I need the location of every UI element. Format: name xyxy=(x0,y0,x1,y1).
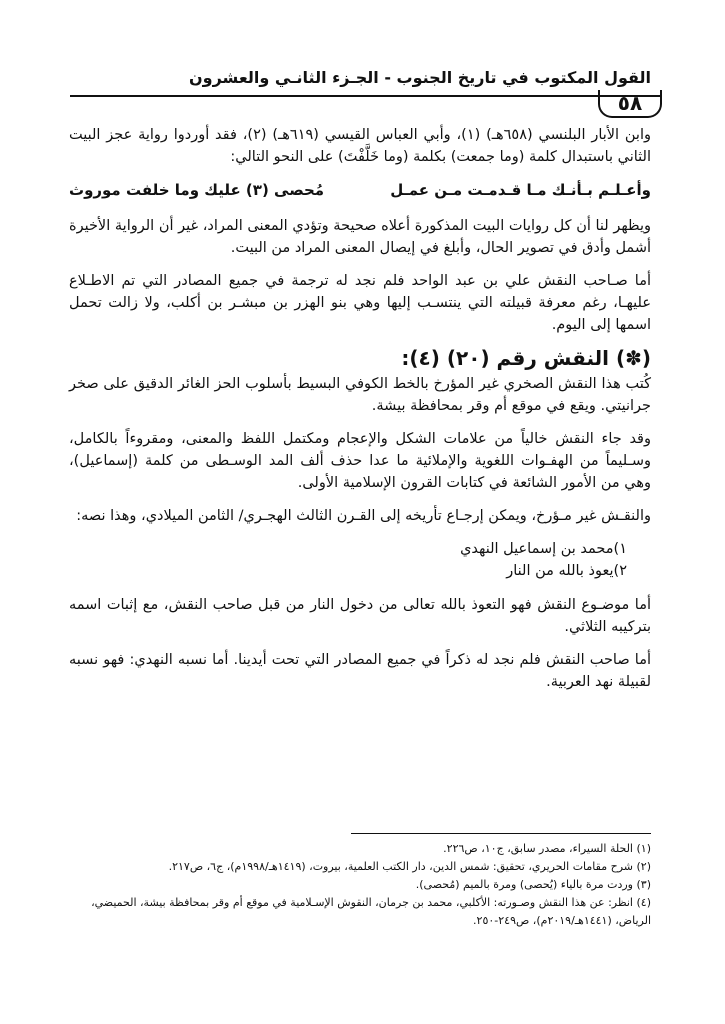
inscription-line-1: ١)محمد بن إسماعيل النهدي xyxy=(460,541,627,557)
paragraph-4: كُتب هذا النقش الصخري غير المؤرخ بالخط الكوفي البسيط بأسلوب الحز الغائر الدقيق على صخر جرانيتي. ويقع في موقع أم وقر بمحافظة بيشة. xyxy=(69,376,651,414)
footnote-4: (٤) انظر: عن هذا النقش وصـورته: الأكلبي، محمد بن جرمان، النقوش الإسـلامية في موقع أم وقر بمحافظة بيشة، الحميضي، الرياض، (١٤٤١هـ/٢٠١٩م)، ص٢٤٩-٢٥٠. xyxy=(91,896,651,927)
paragraph-5: وقد جاء النقش خالياً من علامات الشكل والإعجام ومكتمل اللفظ والمعنى، ومقروءاً بالكامل، وسـليماً من الهفـوات اللغوية والإملائية ما عدا حذف ألف المد الوسـطى من كلمة (إسماعيل)، وهي من الأمور الشائعة في كتابات القرون الإسلامية الأولى. xyxy=(69,431,651,491)
footnote-1: (١) الحلة السيراء، مصدر سابق، ج١٠، ص٢٢٦. xyxy=(443,842,651,855)
footnotes xyxy=(69,840,651,930)
paragraph-1: وابن الأبار البلنسي (٦٥٨هـ) (١)، وأبي العباس القيسي (٦١٩هـ) (٢)، فقد أوردوا رواية عجز البيت الثاني باستبدال كلمة (وما جمعت) بكلمة (وما خَلَّفْتَ) على النحو التالي: xyxy=(69,127,651,165)
paragraph-6: والنقـش غير مـؤرخ، ويمكن إرجـاع تأريخه إلى القـرن الثالث الهجـري/ الثامن الميلادي، وهذا نصه: xyxy=(76,508,651,524)
paragraph-7: أما موضـوع النقش فهو التعوذ بالله تعالى من دخول النار من قبل صاحب النقش، مع إثبات اسمه بتركيبه الثلاثي. xyxy=(69,597,651,635)
footnote-2: (٢) شرح مقامات الحريري، تحقيق: شمس الدين، دار الكتب العلمية، بيروت، (١٤١٩هـ/١٩٩٨م)، ج٦، ص٢١٧. xyxy=(168,860,651,873)
footnote-3: (٣) وردت مرة بالياء (يُحصى) ومرة بالميم (مُحصى). xyxy=(415,878,651,891)
paragraph-2: ويظهر لنا أن كل روايات البيت المذكورة أعلاه صحيحة وتؤدي المعنى المراد، غير أن الرواية الأخيرة أشمل وأدق في تصوير الحال، وأبلغ في إيصال المعنى المراد من البيت. xyxy=(69,218,651,256)
header-rule xyxy=(70,95,660,97)
running-header: القول المكتوب في تاريخ الجنوب - الجـزء الثانـي والعشرون xyxy=(188,68,651,87)
verse-second-hemistich: مُحصى (٣) عليك وما خلفت موروث xyxy=(69,181,325,199)
verse-first-hemistich: وأعـلـم بـأنـك مـا قـدمـت مـن عمـل xyxy=(390,181,651,199)
paragraph-8: أما صاحب النقش فلم نجد له ذكراً في جميع المصادر التي تحت أيدينا. أما نسبه النهدي: فهو نسبه لقبيلة نهد العربية. xyxy=(69,652,651,690)
page-number: ٥٨ xyxy=(598,90,662,118)
poetry-verse xyxy=(69,179,651,201)
main-text xyxy=(69,124,651,704)
footnote-rule xyxy=(351,833,651,834)
section-heading: (✽) النقش رقم (٢٠) (٤): xyxy=(401,346,651,370)
inscription-text xyxy=(69,538,651,582)
inscription-line-2: ٢)يعوذ بالله من النار xyxy=(506,563,627,579)
paragraph-3: أما صـاحب النقش علي بن عبد الواحد فلم نجد له ترجمة في جميع المصادر التي تم الاطـلاع عليهـا، رغم معرفة قبيلته التي ينتسـب إليها وهي بنو الهزر بن مبشـر بن أكلب، ولا زالت تحمل اسمها إلى اليوم. xyxy=(69,273,651,333)
